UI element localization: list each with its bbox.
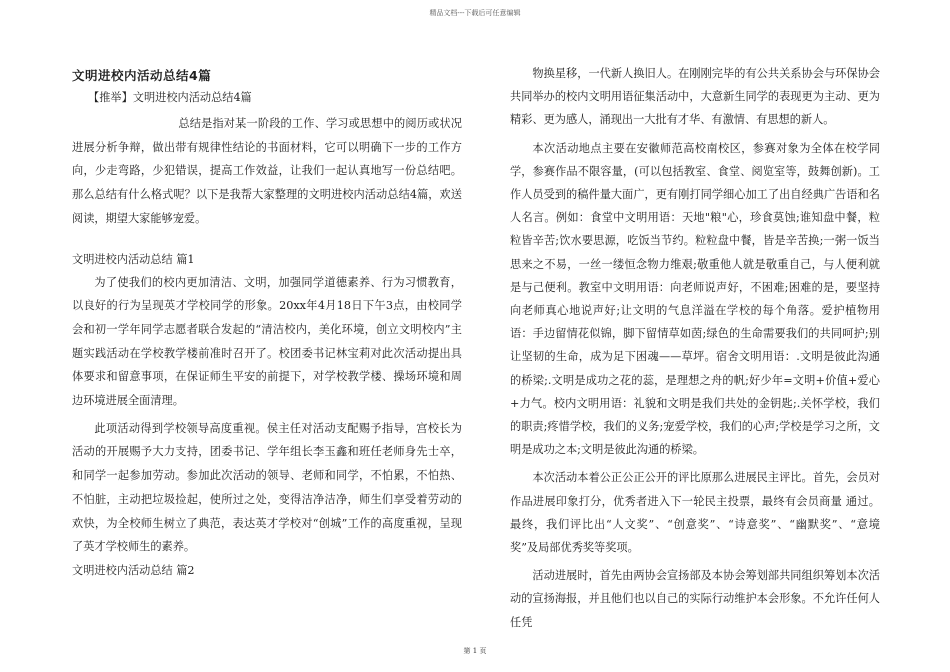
right-paragraph-4: 活动进展时，首先由两协会宣扬部及本协会筹划部共同组织筹划本次活动的宣扬海报，并且他们也以自己的实际行动维护本会形象。不允许任何人任凭: [510, 569, 880, 629]
right-paragraph-1: 物换星移，一代新人换旧人。在刚刚完毕的有公共关系协会与环保协会共同举办的校内文明用语征集活动中，大意新生同学的表现更为主动、更为精彩、更为感人，涌现出一大批有才华、有激情、有思想的新人。: [510, 67, 880, 127]
right-column: [510, 62, 880, 634]
section-1-paragraph-2: 此项活动得到学校领导高度重视。侯主任对活动支配赐予指导，宫校长为活动的开展赐予大力支持，团委书记、学年组长李玉鑫和班任老师身先士卒，和同学一起参加劳动。参加此次活动的领导、老师和同学，不怕累，不怕热、不怕脏，主动把垃圾捡起，使所过之处，变得洁净洁净，师生们享受着劳动的欢快，为全校师生树立了典范，表达英才学校对“创城”工作的高度重视，呈现了英才学校师生的素养。: [72, 421, 462, 554]
intro-paragraph: 总结是指对某一阶段的工作、学习或思想中的阅历或状况进展分析争辩，做出带有规律性结论的书面材料，它可以明确下一步的工作方向，少走弯路，少犯错误，提高工作效益，让我们一起认真地写一份总结吧。那么总结有什么格式呢？以下是我帮大家整理的文明进校内活动总结4篇，欢送阅读，期望大家能够宠爱。: [72, 117, 462, 225]
right-paragraph-2: 本次活动地点主要在安徽师范高校南校区，参赛对象为全体在校学同学，参赛作品不限容量，(可以包括教室、食堂、阅览室等，鼓舞创新)。工作人员受到的稿件量大面广，更有刚打同学细心加工了出自经典广告语和名人名言。例如：食堂中文明用语：天地"粮"心，珍食莫蚀;谁知盘中餐，粒粒皆辛苦;饮水要思源，吃饭当节约。粒粒盘中餐，皆是辛苦换;一粥一饭当思来之不易，一丝一缕恒念物力维艰;敬重他人就是敬重自己，与人便利就是与己便利。教室中文明用语：向老师说声好，不困难;困难的是，要坚持向老师真心地说声好;让文明的气息洋溢在学校的每个角落。爱护植物用语：手边留情花似锦，脚下留情草如茵;绿色的生命需要我们的共同呵护;别让坚韧的生命，成为足下困魂——草坪。宿舍文明用语：.文明是彼此沟通的桥梁;.文明是成功之花的蕊，是理想之舟的帆;好少年=文明+价值+爱心+力气。校内文明用语：礼貌和文明是我们共处的金钥匙;.关怀学校，我们的职责;疼惜学校，我们的义务;宠爱学校，我们的心声;学校是学习之所，文明是成功之本;文明是彼此沟通的桥梁。: [510, 141, 880, 457]
page-header: 精品文档---下载后可任意编辑: [429, 9, 521, 17]
right-paragraph-3: 本次活动本着公正公正公开的评比原那么进展民主评比。首先，会员对作品进展印象打分，优秀者进入下一轮民主投票，最终有会员商量 通过。最终，我们评比出“人文奖”、“创意奖”、“诗意奖”、“幽默奖”、“意境奖”及局部优秀奖等奖项。: [510, 471, 880, 555]
recommend-line: 【推举】文明进校内活动总结4篇: [88, 91, 252, 104]
section-1-paragraph-1: 为了使我们的校内更加清洁、文明，加强同学道德素养、行为习惯教育，以良好的行为呈现英才学校同学的形象。20xx年4月18日下午3点，由校同学会和初一学年同学志愿者联合发起的“清洁校内，美化环境，创立文明校内”主题实践活动在学校教学楼前准时召开了。校团委书记林宝莉对此次活动提出具体要求和留意事项，在保证师生平安的前提下，对学校教学楼、操场环境和周边环境进展全面清理。: [72, 275, 462, 408]
left-column: [72, 62, 462, 582]
section-2-heading: 文明进校内活动总结 篇2: [72, 563, 195, 577]
document-title: 文明进校内活动总结4篇: [72, 68, 212, 83]
page-number: 第 1 页: [463, 647, 487, 655]
section-1-heading: 文明进校内活动总结 篇1: [72, 252, 195, 266]
